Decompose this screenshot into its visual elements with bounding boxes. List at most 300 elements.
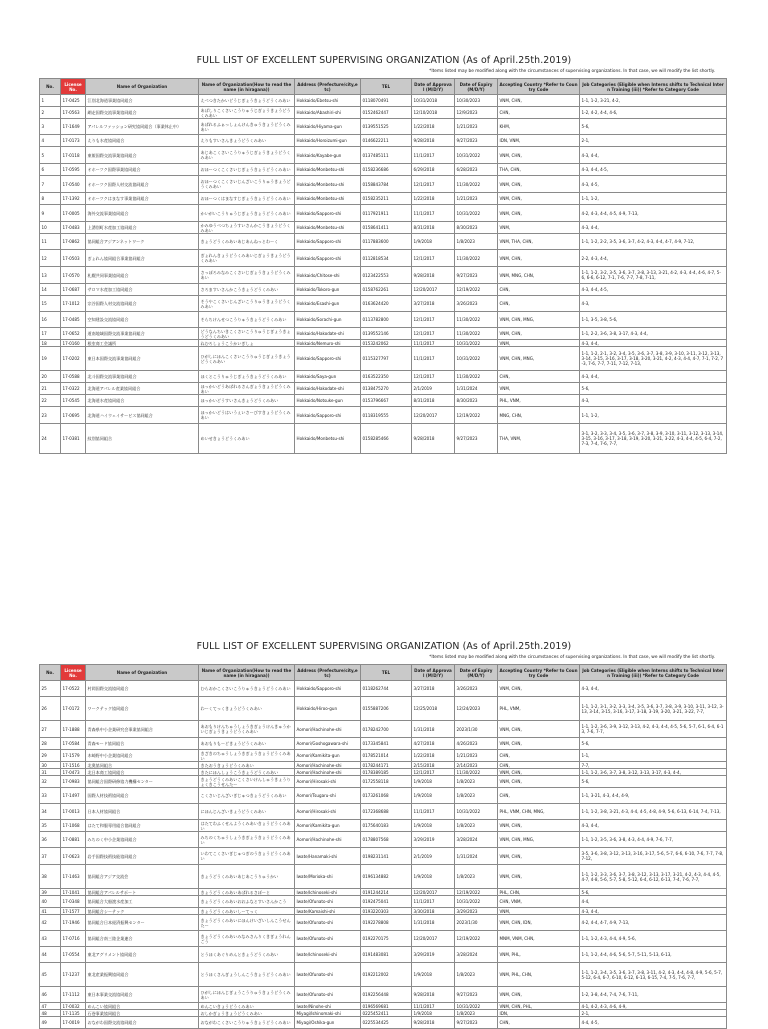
organization-name: 上湧別町水産加工協同組合 [86, 222, 199, 234]
job-categories: 4-4, [580, 896, 727, 908]
address: Iwate/Ichinoseki-shi [295, 889, 361, 896]
table-row [40, 889, 727, 896]
license-number: 17-1237 [61, 963, 86, 987]
column-header: Date of Approval (M/D/Y) [412, 665, 455, 681]
license-number: 17-0540 [61, 176, 86, 193]
table-row [40, 896, 727, 908]
job-categories: 1-2, 4-2, 4-4, 4-6, [580, 107, 727, 119]
organization-reading: おほーつくこくさいじぎょうきょうどうくみあい [199, 164, 295, 176]
job-categories: 2-2, 4-3, 4-4, [580, 250, 727, 267]
organization-name: 岩手国際技術技能協同組合 [86, 848, 199, 865]
license-number: 17-0588 [61, 371, 86, 383]
approval-date: 3/29/2019 [412, 947, 455, 963]
accepting-country: VNM, CHN, [498, 865, 580, 889]
telephone: 0192475041 [361, 896, 412, 908]
organization-reading: おしかぎょうきょうどうくみあい [199, 1010, 295, 1017]
approval-date: 1/22/2018 [412, 193, 455, 205]
accepting-country: VNM, CHN, [498, 176, 580, 193]
organization-name: 東日本国際交流事業協同組合 [86, 347, 199, 371]
approval-date: 3/27/2018 [412, 296, 455, 312]
organization-reading: どうなんちいきこくさいこうりゅうじぎょうきょうどうくみあい [199, 328, 295, 340]
table-row [40, 848, 727, 865]
expiry-date: 1/8/2023 [455, 234, 498, 250]
table-row [40, 383, 727, 395]
telephone: 0139552146 [361, 328, 412, 340]
column-header: Date of Approval (M/D/Y) [412, 79, 455, 95]
table-row [40, 908, 727, 915]
organization-name: 空知建設交流協同組合 [86, 312, 199, 328]
approval-date: 1/9/2018 [412, 865, 455, 889]
job-categories: 4-2, 4-3, 4-4, 4-5, 4-9, 7-13, [580, 205, 727, 222]
accepting-country: VNM, CHN, MNG, [498, 312, 580, 328]
table-header [40, 79, 727, 95]
table-row [40, 193, 727, 205]
address: Hokkaido/Sapporo-shi [295, 205, 361, 222]
table-row [40, 95, 727, 107]
telephone: 0139551525 [361, 119, 412, 135]
table-row [40, 931, 727, 947]
accepting-country: MNG, CHN, [498, 407, 580, 424]
accepting-country: VNM, CHN, [498, 769, 580, 776]
row-number: 13 [40, 267, 61, 284]
approval-date: 11/1/2017 [412, 205, 455, 222]
accepting-country: VNM, [498, 340, 580, 347]
row-number: 31 [40, 769, 61, 776]
accepting-country: VNM, CHN, [498, 193, 580, 205]
organization-reading: めいせきょうどうくみあい [199, 424, 295, 454]
license-number: 17-1392 [61, 193, 86, 205]
telephone: 0163522350 [361, 371, 412, 383]
license-number: 17-1463 [61, 865, 86, 889]
page-title: FULL LIST OF EXCELLENT SUPERVISING ORGANIZATION (As of April.25th.2019) [196, 641, 572, 652]
accepting-country: PHL, VNM, CHN, MNG, [498, 804, 580, 820]
job-categories: 1-1, 1-2, 2-2, 3-5, 3-6, 3-7, 4-2, 4-3, 4-4, 4-7, 4-9, 7-12, [580, 234, 727, 250]
license-number: 17-1649 [61, 119, 86, 135]
page-title: FULL LIST OF EXCELLENT SUPERVISING ORGANIZATION (As of April.25th.2019) [196, 55, 572, 66]
license-number: 17-1516 [61, 762, 86, 769]
organization-reading: いわてこくさいぎじゅつぎのうきょうどうくみあい [199, 848, 295, 865]
approval-date: 1/22/2018 [412, 750, 455, 762]
license-number: 17-0348 [61, 896, 86, 908]
telephone: 0196134882 [361, 865, 412, 889]
organization-reading: ほっかいどうあぱれるさんぎょうきょうどうくみあい [199, 383, 295, 395]
job-categories: 1-1, 1-2, 4-4, 4-6, 5-6, 5-7, 5-11, 5-13, 6-13, [580, 947, 727, 963]
telephone: 0123422553 [361, 267, 412, 284]
organization-name: おながわ国際交流協同組合 [86, 1017, 199, 1029]
job-categories: 4-3, 4-4, [580, 908, 727, 915]
address: Iwate/Ofunato-shi [295, 987, 361, 1003]
table-row [40, 164, 727, 176]
accepting-country: CHN, [498, 371, 580, 383]
approval-date: 12/1/2017 [412, 312, 455, 328]
organization-name: 海外交流事業協同組合 [86, 205, 199, 222]
accepting-country: CHN, [498, 284, 580, 296]
expiry-date: 10/31/2022 [455, 896, 498, 908]
table-row [40, 176, 727, 193]
organization-reading: きょうどうくみあいみなみさんりくきぎょうれんごう [199, 931, 295, 947]
expiry-date: 1/8/2023 [455, 820, 498, 832]
row-number: 7 [40, 176, 61, 193]
accepting-country: CHN, [498, 762, 580, 769]
job-categories: 4-2, 4-4, 4-7, 4-9, 7-13, [580, 915, 727, 931]
accepting-country: PHL, VNM, [498, 395, 580, 407]
column-header: Job Categories (Eligible when Interns shifts to Technical Intern Training (iii)) *Refer to Category Code [580, 79, 727, 95]
telephone: 0118262744 [361, 681, 412, 697]
row-number: 2 [40, 107, 61, 119]
expiry-date: 11/30/2022 [455, 769, 498, 776]
row-number: 38 [40, 865, 61, 889]
telephone: 0196569681 [361, 1003, 412, 1010]
job-categories: 4-3, 4-4, [580, 222, 727, 234]
license-number: 17-0381 [61, 424, 86, 454]
row-number: 24 [40, 424, 61, 454]
accepting-country: VNM, CHN, [498, 681, 580, 697]
address: Hokkaido/Notsuke-gun [295, 395, 361, 407]
address: Hokkaido/Horoizumi-gun [295, 135, 361, 147]
table-row [40, 762, 727, 769]
table-row [40, 147, 727, 164]
column-header: Accepting Country *Refer to Country Code [498, 79, 580, 95]
organization-name: 協同組合日本経済振興センター [86, 915, 199, 931]
telephone: 0178244171 [361, 762, 412, 769]
telephone: 0192256448 [361, 987, 412, 1003]
organization-reading: あおもりもーどきょうどうくみあい [199, 738, 295, 750]
license-number: 17-0118 [61, 147, 86, 164]
job-categories: 4-3, 4-4, [580, 681, 727, 697]
organization-reading: きょうどうくみあいにほんけいざいしんこうせんたー [199, 915, 295, 931]
organization-reading: かみゆうべつちょうすいさんかこうきょうどうくみあい [199, 222, 295, 234]
column-header: Address (Prefecture/city,etc) [295, 665, 361, 681]
accepting-country: VNM, PHL, CHN, [498, 963, 580, 987]
table-row [40, 371, 727, 383]
organization-name: 村岡国際交流協同組合 [86, 681, 199, 697]
row-number: 49 [40, 1017, 61, 1029]
row-number: 37 [40, 848, 61, 865]
table-row [40, 267, 727, 284]
approval-date: 1/22/2018 [412, 119, 455, 135]
approval-date: 12/1/2017 [412, 328, 455, 340]
column-header: Name of Organization [86, 665, 199, 681]
license-number: 17-0019 [61, 1017, 86, 1029]
table-row [40, 738, 727, 750]
expiry-date: 11/30/2022 [455, 250, 498, 267]
table-row [40, 205, 727, 222]
organization-name: 網走国際交流事業協同組合 [86, 107, 199, 119]
table-row [40, 119, 727, 135]
table-row [40, 1017, 727, 1029]
address: Hokkaido/Sapporo-shi [295, 347, 361, 371]
organization-reading: そうやこくさいじんざいこうりゅうきょうどうくみあい [199, 296, 295, 312]
job-categories: 5-6, [580, 776, 727, 788]
job-categories: 4-3, [580, 296, 727, 312]
organization-name: 協同組合南三陸企業連合 [86, 931, 199, 947]
telephone: 0112818534 [361, 250, 412, 267]
job-categories: 1-1, 1-2, 3-6, 3-9, 3-12, 3-13, 4-2, 4-3, 4-4, 4-5, 5-6, 5-7, 6-1, 6-4, 6-13, 7-6, 7-7, [580, 721, 727, 738]
column-header: No. [40, 79, 61, 95]
table-row [40, 915, 727, 931]
address: Iwate/Ofunato-shi [295, 915, 361, 931]
row-number: 10 [40, 222, 61, 234]
organization-reading: えべつきたかいどうじぎょうきょうどうくみあい [199, 95, 295, 107]
organization-name: オホーツクはまなす事業協同組合 [86, 193, 199, 205]
approval-date: 1/9/2018 [412, 234, 455, 250]
row-number: 15 [40, 296, 61, 312]
organization-reading: ほくとこうりゅうじぎょうきょうどうくみあい [199, 371, 295, 383]
row-number: 17 [40, 328, 61, 340]
organization-name: 江別北海道事業協同組合 [86, 95, 199, 107]
row-number: 21 [40, 383, 61, 395]
expiry-date: 9/27/2023 [455, 135, 498, 147]
expiry-date: 11/30/2022 [455, 328, 498, 340]
row-number: 18 [40, 340, 61, 347]
telephone: 0175640183 [361, 820, 412, 832]
license-number: 17-0172 [61, 697, 86, 721]
accepting-country: VNM, CHN, [498, 250, 580, 267]
license-number: 17-0483 [61, 222, 86, 234]
telephone: 0191244214 [361, 889, 412, 896]
column-header: Job Categories (Eligible when Interns shifts to Technical Intern Training (iii)) *Refer to Category Code [580, 665, 727, 681]
approval-date: 1/9/2018 [412, 776, 455, 788]
organization-name: 青森県中小企業研究会事業協同組合 [86, 721, 199, 738]
accepting-country: VNM, [498, 908, 580, 915]
telephone: 0191483081 [361, 947, 412, 963]
accepting-country: CHN, [498, 296, 580, 312]
organization-reading: おほーつくこくさいじんざいこうりゅうきょうどうくみあい [199, 176, 295, 193]
address: Hokkaido/Sorachi-gun [295, 312, 361, 328]
license-number: 17-1888 [61, 721, 86, 738]
address: Hokkaido/Sapporo-shi [295, 234, 361, 250]
telephone: 0118070491 [361, 95, 412, 107]
address: Hokkaido/Hiroo-gun [295, 697, 361, 721]
address: Aomori/Hachinohe-shi [295, 762, 361, 769]
row-number: 41 [40, 908, 61, 915]
telephone: 0193220303 [361, 908, 412, 915]
license-number: 17-0652 [61, 328, 86, 340]
job-categories: 1-1, 1-2, 3-6, 3-7, 3-8, 3-12, 3-13, 3-17, 4-3, 4-4, [580, 769, 727, 776]
row-number: 12 [40, 250, 61, 267]
expiry-date: 4/26/2023 [455, 738, 498, 750]
accepting-country: CHN, [498, 788, 580, 804]
organization-table [39, 664, 727, 1029]
approval-date: 3/30/2018 [412, 908, 455, 915]
accepting-country: CHN, [498, 750, 580, 762]
table-body [40, 681, 727, 1029]
license-number: 17-0554 [61, 947, 86, 963]
license-number: 17-1112 [61, 987, 86, 1003]
organization-name: 東北アグリメント協同組合 [86, 947, 199, 963]
approval-date: 11/1/2017 [412, 896, 455, 908]
expiry-date: 1/8/2023 [455, 865, 498, 889]
table-row [40, 328, 727, 340]
expiry-date: 12/19/2022 [455, 889, 498, 896]
address: Hokkaido/Chitose-shi [295, 267, 361, 284]
expiry-date: 12/19/2022 [455, 284, 498, 296]
organization-reading: きたにほんしょうこうきょうどうくみあい [199, 769, 295, 776]
row-number: 28 [40, 738, 61, 750]
address: Hokkaido/Hakodate-shi [295, 383, 361, 395]
accepting-country: VNM, CHN, MNG, [498, 347, 580, 371]
license-number: 17-1068 [61, 820, 86, 832]
expiry-date: 2023/1/30 [455, 721, 498, 738]
job-categories: 4-3, 4-5, [580, 176, 727, 193]
organization-name: みちのく中小企業協同組合 [86, 832, 199, 848]
address: Aomori/Kamikita-gun [295, 750, 361, 762]
column-header: TEL [361, 665, 412, 681]
organization-name: サロマ水産加工協同組合 [86, 284, 199, 296]
accepting-country: CHN, [498, 1017, 580, 1029]
job-categories: 4-3, 4-4, [580, 371, 727, 383]
license-number: 17-0545 [61, 395, 86, 407]
job-categories: 3-1, 3-2, 3-3, 3-4, 3-5, 3-6, 3-7, 3-8, 3-9, 3-10, 3-11, 3-12, 3-13, 3-14, 3-15, 3-16, 3-17, 3-18, 3-19, 3-20, 3-21, 3-22, 4-3, 4-4, 4-5, 6-4, 7-2, 7-3, 7-4, 7-6, 7-7, [580, 424, 727, 454]
license-number: 17-0013 [61, 804, 86, 820]
job-categories: 5-6, [580, 383, 727, 395]
approval-date: 1/31/2018 [412, 721, 455, 738]
license-number: 17-0160 [61, 340, 86, 347]
approval-date: 11/1/2017 [412, 147, 455, 164]
table-row [40, 135, 727, 147]
telephone: 0158236686 [361, 164, 412, 176]
row-number: 16 [40, 312, 61, 328]
telephone: 0155887206 [361, 697, 412, 721]
approval-date: 1/9/2018 [412, 788, 455, 804]
organization-reading: きょうどうくみあいこくさいけんしゅうきょうりょくきこうせんたー [199, 776, 295, 788]
expiry-date: 9/27/2023 [455, 424, 498, 454]
license-number: 17-1497 [61, 788, 86, 804]
accepting-country: CHN, VNM, [498, 896, 580, 908]
approval-date: 11/1/2017 [412, 340, 455, 347]
organization-name: 東報国際交流事業協同組合 [86, 147, 199, 164]
organization-reading: めんこいきょうどうくみあい [199, 1003, 295, 1010]
column-header: License No. [61, 79, 86, 95]
expiry-date: 12/9/2023 [455, 107, 498, 119]
row-number: 40 [40, 896, 61, 908]
accepting-country: VNM, CHN, [498, 848, 580, 865]
expiry-date: 3/26/2023 [455, 296, 498, 312]
column-header: Name of Organization(How to read the name (in hiragana)) [199, 665, 295, 681]
approval-date: 4/27/2018 [412, 738, 455, 750]
expiry-date: 9/27/2023 [455, 1017, 498, 1029]
organization-reading: ひがしにほんじぎょうこうりゅうきょうどうくみあい [199, 987, 295, 1003]
accepting-country: THA, VNM, [498, 424, 580, 454]
organization-name: 道南地域国際交流事業協同組合 [86, 328, 199, 340]
row-number: 42 [40, 915, 61, 931]
organization-reading: ほっかいどうすいさんきょうどうくみあい [199, 395, 295, 407]
approval-date: 1/9/2018 [412, 1010, 455, 1017]
expiry-date: 8/30/2023 [455, 222, 498, 234]
organization-reading: はたてわふくせんようくみあいきょうどうくみあい [199, 820, 295, 832]
telephone: 0225452411 [361, 1010, 412, 1017]
expiry-date: 10/31/2022 [455, 147, 498, 164]
organization-reading: ひがしにほんこくさいこうりゅうじぎょうきょうどうくみあい [199, 347, 295, 371]
expiry-date: 3/28/2024 [455, 947, 498, 963]
address: Hokkaido/Saya-gun [295, 371, 361, 383]
row-number: 22 [40, 395, 61, 407]
expiry-date: 10/31/2022 [455, 804, 498, 820]
table-row [40, 776, 727, 788]
expiry-date: 3/28/2024 [455, 832, 498, 848]
approval-date: 11/1/2017 [412, 804, 455, 820]
telephone: 0178242700 [361, 721, 412, 738]
job-categories: 1-1, 1-2, [580, 193, 727, 205]
expiry-date: 9/27/2023 [455, 987, 498, 1003]
job-categories: 4-3, 4-4, 4-5, [580, 164, 727, 176]
address: Aomori/Hachinohe-shi [295, 832, 361, 848]
telephone: 0192278808 [361, 915, 412, 931]
organization-reading: きょうどうくみあいおおふなとすいさんかこう [199, 896, 295, 908]
accepting-country: VNM, CHN, [498, 776, 580, 788]
job-categories: 1-1, 3-5, 3-8, 5-6, [580, 312, 727, 328]
address: Aomori/Hirosaki-shi [295, 804, 361, 820]
row-number: 48 [40, 1010, 61, 1017]
accepting-country: VNM, CHN, [498, 820, 580, 832]
address: Iwate/Ofunato-shi [295, 931, 361, 947]
address: Hokkaido/Monbetsu-shi [295, 193, 361, 205]
organization-reading: あばしりこくさいこうりゅうじぎょうきょうどうくみあい [199, 107, 295, 119]
organization-reading: さろますいさんかこうきょうどうくみあい [199, 284, 295, 296]
accepting-country: PHL, CHN, [498, 889, 580, 896]
table-row [40, 250, 727, 267]
approval-date: 12/20/2017 [412, 284, 455, 296]
organization-name: 石巻事業協同組合 [86, 1010, 199, 1017]
address: Hokkaido/Sapporo-shi [295, 407, 361, 424]
organization-reading: きざきのちゅうしょうきぎょうきょうどうくみあい [199, 750, 295, 762]
organization-reading: きたおうきょうどうくみあい [199, 762, 295, 769]
address: Miyagi/Oshika-gun [295, 1017, 361, 1029]
row-number: 46 [40, 987, 61, 1003]
table-row [40, 947, 727, 963]
expiry-date: 12/19/2022 [455, 407, 498, 424]
accepting-country: VNM, CHN, IDN, [498, 915, 580, 931]
telephone: 0146622211 [361, 135, 412, 147]
organization-name: 紋別協同組合 [86, 424, 199, 454]
approval-date: 1/9/2018 [412, 820, 455, 832]
license-number: 17-0595 [61, 164, 86, 176]
disclaimer-note: *Items listed may be modified along with the circumstances of supervising organizations. In that case, we will modify the list shortly. [429, 655, 715, 660]
table-row [40, 865, 727, 889]
organization-reading: きょうどうくみあいしーてっく [199, 908, 295, 915]
job-categories: 1-1, 1-2, 3-1, 3-2, 3-3, 3-4, 3-5, 3-6, 3-7, 3-8, 3-9, 3-10, 3-11, 3-12, 3-13, 3-14, 3-15, 3-16, 3-17, 3-18, 3-19, 3-20, 3-21, 3-22, 7-7, [580, 697, 727, 721]
organization-reading: えりもすいさんきょうどうくみあい [199, 135, 295, 147]
organization-reading: ねむろしょうこうかいぎしょ [199, 340, 295, 347]
job-categories: 5-6, [580, 738, 727, 750]
license-number: 17-1946 [61, 915, 86, 931]
telephone: 0153242062 [361, 340, 412, 347]
telephone: 0173261068 [361, 788, 412, 804]
telephone: 0152462447 [361, 107, 412, 119]
address: Hokkaido/Hiyama-gun [295, 119, 361, 135]
organization-reading: とうほくあぐりめんときょうどうくみあい [199, 947, 295, 963]
approval-date: 1/9/2018 [412, 963, 455, 987]
accepting-country: VNM, CHN, [498, 95, 580, 107]
expiry-date: 1/31/2024 [455, 848, 498, 865]
approval-date: 12/1/2017 [412, 176, 455, 193]
expiry-date: 1/31/2024 [455, 383, 498, 395]
table-row [40, 804, 727, 820]
organization-name: 協同組合国際研修協力機構センター [86, 776, 199, 788]
approval-date: 3/27/2018 [412, 681, 455, 697]
telephone: 0158843784 [361, 176, 412, 193]
row-number: 4 [40, 135, 61, 147]
organization-name: えりも水産協同組合 [86, 135, 199, 147]
telephone: 0172558118 [361, 776, 412, 788]
organization-name: 協同組合大船渡水産加工 [86, 896, 199, 908]
organization-name: 東日本事業交流協同組合 [86, 987, 199, 1003]
row-number: 26 [40, 697, 61, 721]
row-number: 45 [40, 963, 61, 987]
job-categories: 1-1, 1-2, [580, 407, 727, 424]
license-number: 17-0563 [61, 107, 86, 119]
table-row [40, 340, 727, 347]
